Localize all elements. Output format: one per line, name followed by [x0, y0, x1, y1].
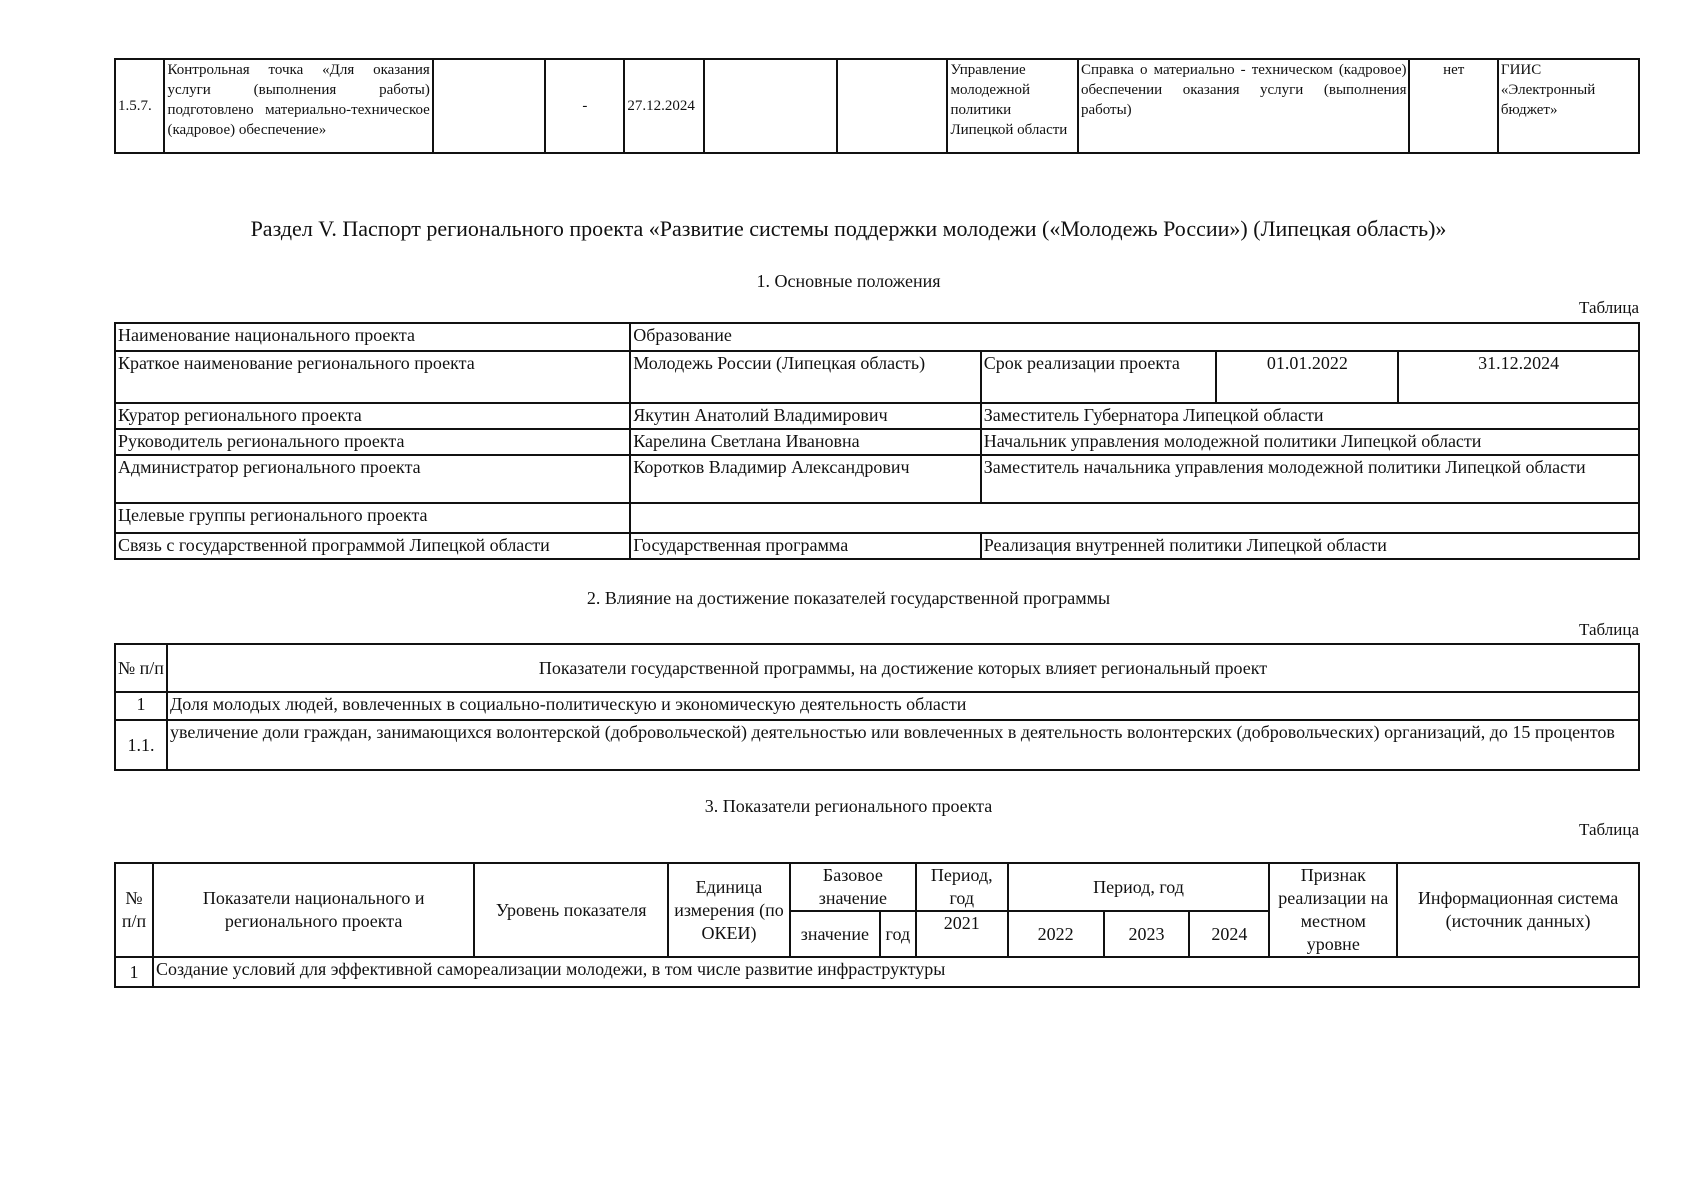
flag-cell: нет — [1409, 59, 1497, 153]
program-link-type: Государственная программа — [630, 533, 981, 559]
table-row — [115, 429, 1639, 455]
row-number: 1 — [115, 957, 153, 987]
table-row — [115, 351, 1639, 403]
table-header-row — [115, 863, 1639, 911]
row-number: 1.5.7. — [115, 59, 164, 153]
row-number: 1.1. — [115, 720, 167, 770]
project-indicators-table — [114, 862, 1640, 988]
column-header-system: Информационная система (источник данных) — [1397, 863, 1639, 957]
empty-cell — [433, 59, 546, 153]
section-title: Раздел V. Паспорт регионального проекта «Развитие системы поддержки молодежи («Молодежь России») (Липецкая область)» — [250, 216, 1447, 241]
table-row — [115, 503, 1639, 533]
column-header-number: № п/п — [115, 863, 153, 957]
table-label: Таблица — [1579, 820, 1639, 839]
column-header-year: 2023 — [1104, 911, 1190, 957]
admin-label: Администратор регионального проекта — [115, 455, 630, 503]
control-point-row — [115, 59, 1639, 153]
column-header-base-year: год — [880, 911, 916, 957]
program-indicators-table — [114, 643, 1640, 771]
column-header-year: 2024 — [1189, 911, 1269, 957]
system-cell: ГИИС «Электронный бюджет» — [1498, 59, 1639, 153]
responsible-cell: Управление молодежной политики Липецкой области — [947, 59, 1078, 153]
program-link-label: Связь с государственной программой Липецкой области — [115, 533, 630, 559]
table-row — [115, 957, 1639, 987]
term-end: 31.12.2024 — [1398, 351, 1639, 403]
main-provisions-table — [114, 322, 1640, 560]
document-cell: Справка о материально - техническом (кадровое) обеспечении оказания услуги (выполнения работы) — [1078, 59, 1410, 153]
head-label: Руководитель регионального проекта — [115, 429, 630, 455]
table-row — [115, 403, 1639, 429]
term-start: 01.01.2022 — [1216, 351, 1398, 403]
table-row — [115, 720, 1639, 770]
term-label: Срок реализации проекта — [981, 351, 1217, 403]
column-header-level: Уровень показателя — [474, 863, 668, 957]
column-header-number: № п/п — [115, 644, 167, 692]
subsection-3-title: 3. Показатели регионального проекта — [704, 796, 993, 816]
indicator-text: Доля молодых людей, вовлеченных в социально-политическую и экономическую деятельность области — [167, 692, 1639, 720]
table-row — [115, 323, 1639, 351]
table-row — [115, 692, 1639, 720]
control-point-name: Контрольная точка «Для оказания услуги (выполнения работы) подготовлено материально-техническое (кадровое) обеспечение» — [164, 59, 432, 153]
empty-cell — [837, 59, 948, 153]
subsection-1-title: 1. Основные положения — [756, 271, 941, 291]
table-row — [115, 533, 1639, 559]
program-link-name: Реализация внутренней политики Липецкой области — [981, 533, 1639, 559]
column-header-base-value: значение — [790, 911, 880, 957]
column-header-local: Признак реализации на местном уровне — [1269, 863, 1397, 957]
short-name-label: Краткое наименование регионального проекта — [115, 351, 630, 403]
column-header-period: Период, год — [916, 863, 1008, 911]
indicator-group-text: Создание условий для эффективной самореализации молодежи, в том числе развитие инфраструктуры — [153, 957, 1639, 987]
column-header-unit: Единица измерения (по ОКЕИ) — [668, 863, 790, 957]
table-label: Таблица — [1579, 620, 1639, 639]
admin-name: Коротков Владимир Александрович — [630, 455, 981, 503]
short-name-value: Молодежь России (Липецкая область) — [630, 351, 981, 403]
national-project-value: Образование — [630, 323, 1639, 351]
column-header-indicators: Показатели государственной программы, на достижение которых влияет региональный проект — [167, 644, 1639, 692]
previous-table-fragment — [114, 58, 1640, 154]
subsection-2-title: 2. Влияние на достижение показателей государственной программы — [586, 588, 1111, 608]
national-project-label: Наименование национального проекта — [115, 323, 630, 351]
column-header-base: Базовое значение — [790, 863, 916, 911]
head-name: Карелина Светлана Ивановна — [630, 429, 981, 455]
row-number: 1 — [115, 692, 167, 720]
target-groups-value — [630, 503, 1639, 533]
column-header-year: 2022 — [1008, 911, 1104, 957]
head-position: Начальник управления молодежной политики Липецкой области — [981, 429, 1639, 455]
empty-cell — [704, 59, 837, 153]
table-row — [115, 455, 1639, 503]
table-header-row — [115, 644, 1639, 692]
indicator-text: увеличение доли граждан, занимающихся волонтерской (добровольческой) деятельностью или вовлеченных в деятельность волонтерских (добровольческих) организаций, до 15 процентов — [167, 720, 1639, 770]
curator-position: Заместитель Губернатора Липецкой области — [981, 403, 1639, 429]
dash-cell: - — [545, 59, 624, 153]
date-cell: 27.12.2024 — [624, 59, 704, 153]
column-header-period-year: 2021 — [916, 911, 1008, 957]
curator-name: Якутин Анатолий Владимирович — [630, 403, 981, 429]
admin-position: Заместитель начальника управления молодежной политики Липецкой области — [981, 455, 1639, 503]
column-header-indicators: Показатели национального и регионального проекта — [153, 863, 474, 957]
target-groups-label: Целевые группы регионального проекта — [115, 503, 630, 533]
curator-label: Куратор регионального проекта — [115, 403, 630, 429]
column-header-period-years: Период, год — [1008, 863, 1270, 911]
table-label: Таблица — [1579, 298, 1639, 317]
